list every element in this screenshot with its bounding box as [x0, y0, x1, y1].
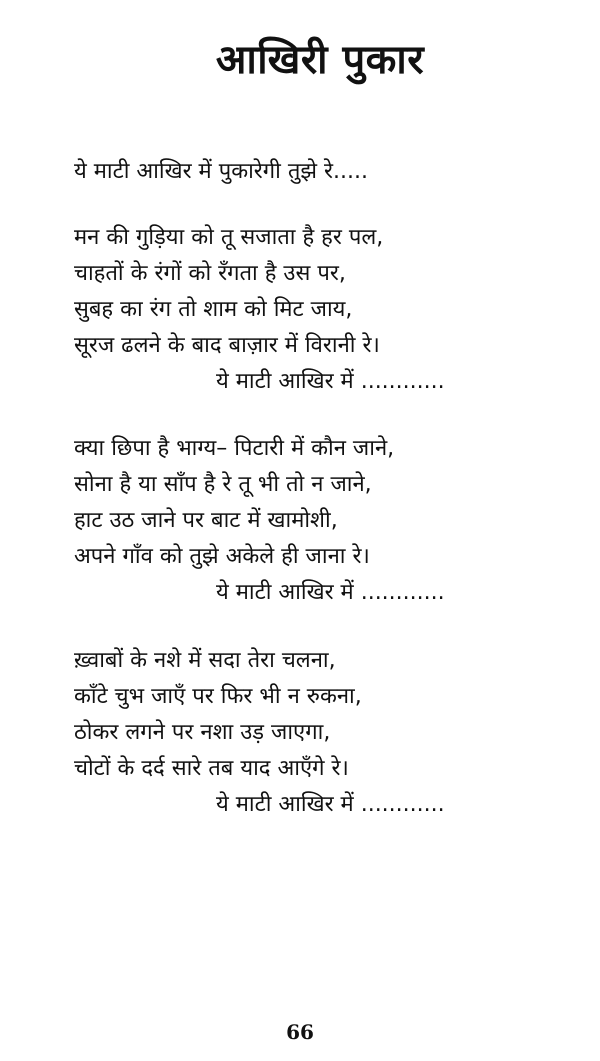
stanza-line: सूरज ढलने के बाद बाज़ार में विरानी रे। — [74, 333, 380, 358]
intro-line: ये माटी आखिर में पुकारेगी तुझे रे..... — [74, 159, 368, 184]
refrain-line: ये माटी आखिर में ............ — [216, 580, 445, 605]
refrain-line: ये माटी आखिर में ............ — [216, 369, 445, 394]
stanza-line: मन की गुड़िया को तू सजाता है हर पल, — [74, 225, 384, 250]
stanza-line: सुबह का रंग तो शाम को मिट जाय, — [74, 297, 353, 322]
stanza-line: क्या छिपा है भाग्य– पिटारी में कौन जाने, — [74, 436, 395, 461]
stanza-line: हाट उठ जाने पर बाट में खामोशी, — [74, 508, 338, 533]
stanza-line: चोटों के दर्द सारे तब याद आएँगे रे। — [74, 756, 349, 781]
refrain-line: ये माटी आखिर में ............ — [216, 792, 445, 817]
stanza-line: अपने गाँव को तुझे अकेले ही जाना रे। — [74, 544, 370, 569]
stanza-line: ख़्वाबों के नशे में सदा तेरा चलना, — [74, 648, 336, 673]
stanza-line: काँटे चुभ जाएँ पर फिर भी न रुकना, — [74, 684, 362, 709]
page-number: 66 — [286, 1020, 314, 1044]
stanza-line: सोना है या साँप है रे तू भी तो न जाने, — [74, 472, 372, 497]
stanza-line: ठोकर लगने पर नशा उड़ जाएगा, — [74, 720, 331, 745]
poem-title: आखिरी पुकार — [215, 37, 425, 83]
stanza-line: चाहतों के रंगों को रँगता है उस पर, — [74, 261, 346, 286]
